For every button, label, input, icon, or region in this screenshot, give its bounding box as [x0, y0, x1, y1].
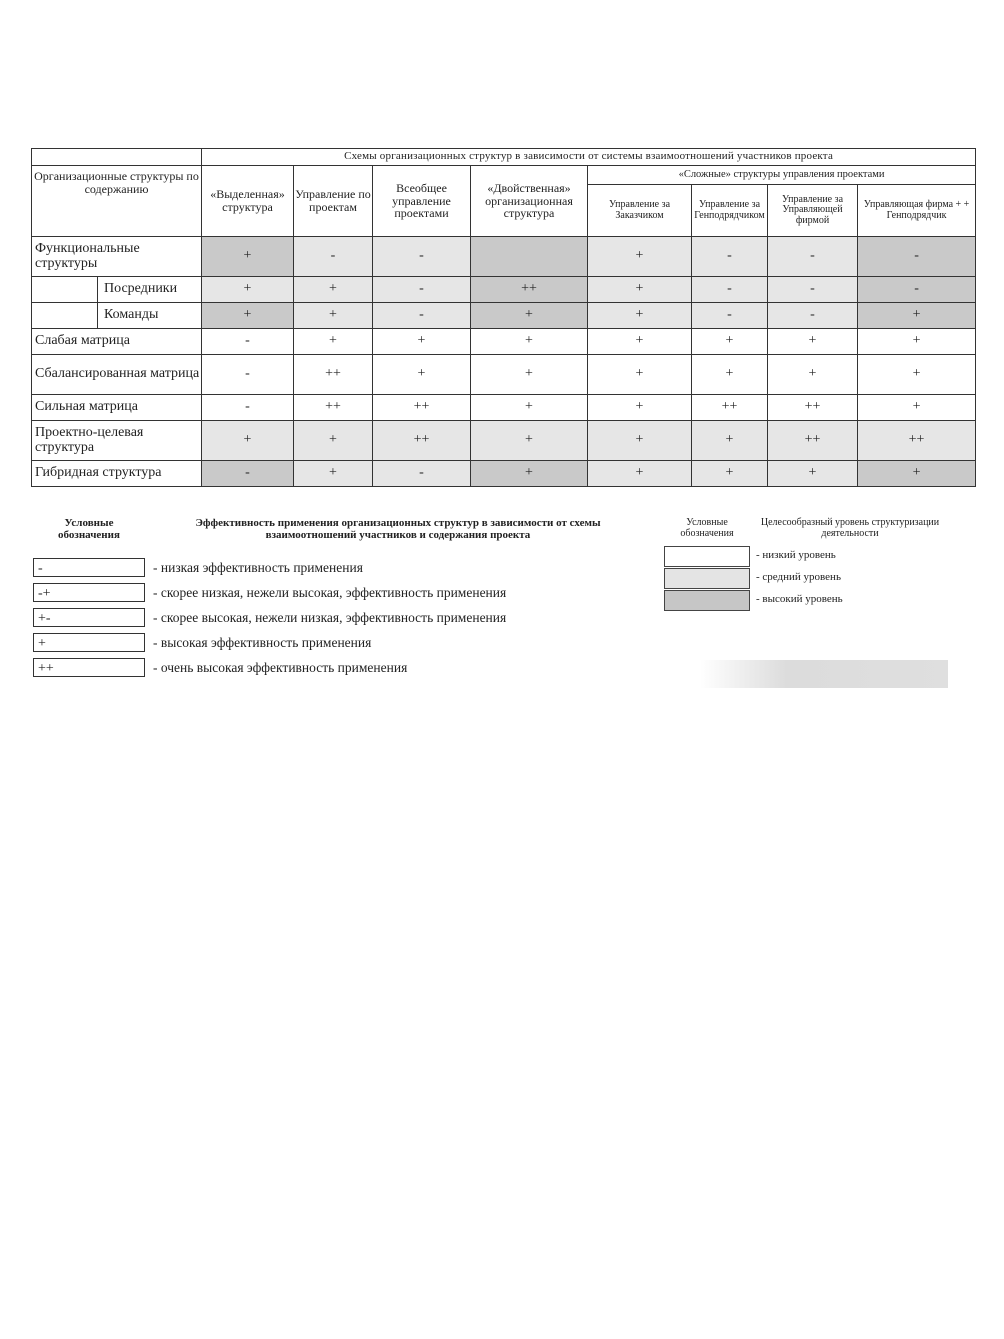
legend-text: - низкая эффективность применения	[153, 560, 363, 575]
legend-row	[33, 583, 645, 604]
table-top-header: Схемы организационных структур в зависимости от системы взаимоотношений участников проекта	[202, 149, 976, 166]
row-label: Сбалансированная матрица	[32, 355, 202, 395]
table-row	[32, 395, 976, 421]
legend-row	[33, 608, 645, 629]
level-legend-title-left: Условные обозначения	[680, 517, 734, 539]
effectiveness-cell: +	[588, 461, 692, 487]
effectiveness-cell: +	[588, 329, 692, 355]
structures-table	[31, 148, 976, 487]
effectiveness-cell: -	[858, 237, 976, 277]
level-legend-title-right: Целесообразный уровень структуризации деятельности	[760, 517, 940, 539]
effectiveness-cell: +	[692, 355, 768, 395]
effectiveness-cell: +	[692, 461, 768, 487]
effectiveness-cell: +	[471, 303, 588, 329]
level-text: - высокий уровень	[756, 593, 843, 605]
level-swatch	[664, 590, 750, 611]
level-swatch	[664, 546, 750, 567]
effectiveness-cell: -	[373, 461, 471, 487]
effectiveness-cell: ++	[294, 395, 373, 421]
effectiveness-cell: +	[692, 329, 768, 355]
effectiveness-cell: +	[373, 329, 471, 355]
effectiveness-cell: +	[294, 277, 373, 303]
complex-column-header: Управление за Управляющей фирмой	[768, 185, 858, 237]
scan-smudge	[700, 660, 948, 688]
effectiveness-cell: -	[294, 237, 373, 277]
effectiveness-cell: +	[588, 277, 692, 303]
row-indent-cell	[32, 277, 98, 303]
effectiveness-cell: -	[692, 237, 768, 277]
table-row	[32, 329, 976, 355]
legend-symbol: +-	[33, 608, 145, 627]
table-row	[32, 303, 976, 329]
effectiveness-cell: +	[768, 355, 858, 395]
row-label: Команды	[98, 303, 202, 329]
complex-column-header: Управление за Генподрядчиком	[692, 185, 768, 237]
effectiveness-cell: +	[588, 421, 692, 461]
corner-top-cell	[32, 149, 202, 166]
effectiveness-cell: -	[373, 237, 471, 277]
legend-row	[33, 658, 645, 679]
complex-structures-header: «Сложные» структуры управления проектами	[588, 166, 976, 185]
row-label: Сильная матрица	[32, 395, 202, 421]
effectiveness-cell: -	[202, 461, 294, 487]
effectiveness-cell: +	[294, 303, 373, 329]
effectiveness-cell: +	[294, 421, 373, 461]
effectiveness-cell: +	[692, 421, 768, 461]
effectiveness-cell: +	[768, 461, 858, 487]
effectiveness-cell: +	[858, 461, 976, 487]
effectiveness-cell: -	[768, 303, 858, 329]
effectiveness-cell: ++	[294, 355, 373, 395]
level-swatch	[664, 568, 750, 589]
effectiveness-cell: -	[858, 277, 976, 303]
effectiveness-cell: ++	[471, 277, 588, 303]
effectiveness-cell: -	[202, 355, 294, 395]
column-header: «Выделенная» структура	[202, 166, 294, 237]
effectiveness-cell: +	[858, 329, 976, 355]
effectiveness-cell: +	[471, 329, 588, 355]
legend-text: - скорее высокая, нежели низкая, эффективность применения	[153, 610, 507, 625]
legend-title-left: Условные обозначения	[58, 517, 120, 541]
legend-symbol: +	[33, 633, 145, 652]
effectiveness-cell: +	[588, 303, 692, 329]
effectiveness-cell: +	[768, 329, 858, 355]
effectiveness-cell: +	[471, 355, 588, 395]
effectiveness-cell: ++	[768, 421, 858, 461]
legend-row	[33, 633, 645, 654]
row-label: Слабая матрица	[32, 329, 202, 355]
effectiveness-cell: +	[294, 329, 373, 355]
effectiveness-cell: +	[471, 421, 588, 461]
row-label: Посредники	[98, 277, 202, 303]
effectiveness-cell: +	[588, 237, 692, 277]
legend-row	[33, 558, 645, 579]
effectiveness-cell: -	[202, 329, 294, 355]
effectiveness-cell: +	[471, 461, 588, 487]
effectiveness-cell: +	[858, 355, 976, 395]
table-row	[32, 237, 976, 277]
effectiveness-cell: -	[768, 237, 858, 277]
level-text: - средний уровень	[756, 571, 841, 583]
complex-column-header: Управление за Заказчиком	[588, 185, 692, 237]
column-header: «Двойственная» организационная структура	[471, 166, 588, 237]
effectiveness-cell: +	[294, 461, 373, 487]
effectiveness-cell: +	[588, 395, 692, 421]
effectiveness-cell: ++	[373, 421, 471, 461]
level-legend-row	[664, 568, 954, 590]
table-row	[32, 355, 976, 395]
effectiveness-cell: -	[768, 277, 858, 303]
effectiveness-cell: -	[373, 277, 471, 303]
effectiveness-cell: ++	[858, 421, 976, 461]
legend-text: - очень высокая эффективность применения	[153, 660, 408, 675]
effectiveness-cell: +	[588, 355, 692, 395]
table-row	[32, 421, 976, 461]
effectiveness-cell	[471, 237, 588, 277]
legend-text: - высокая эффективность применения	[153, 635, 372, 650]
row-indent-cell	[32, 303, 98, 329]
table-body	[32, 237, 976, 487]
effectiveness-cell: ++	[373, 395, 471, 421]
row-label: Гибридная структура	[32, 461, 202, 487]
table-row	[32, 277, 976, 303]
effectiveness-cell: -	[692, 277, 768, 303]
effectiveness-cell: -	[692, 303, 768, 329]
row-label: Функциональные структуры	[32, 237, 202, 277]
effectiveness-cell: +	[202, 237, 294, 277]
complex-column-header: Управляющая фирма + + Генподрядчик	[858, 185, 976, 237]
effectiveness-cell: -	[202, 395, 294, 421]
effectiveness-cell: ++	[692, 395, 768, 421]
effectiveness-cell: -	[373, 303, 471, 329]
effectiveness-cell: +	[471, 395, 588, 421]
effectiveness-cell: +	[858, 303, 976, 329]
table-row	[32, 461, 976, 487]
effectiveness-cell: +	[202, 277, 294, 303]
legend-symbol: ++	[33, 658, 145, 677]
level-legend-row	[664, 590, 954, 612]
level-text: - низкий уровень	[756, 549, 836, 561]
legend-symbol: -	[33, 558, 145, 577]
column-header: Управление по проектам	[294, 166, 373, 237]
row-label: Проектно-целевая структура	[32, 421, 202, 461]
effectiveness-cell: +	[202, 303, 294, 329]
effectiveness-cell: +	[858, 395, 976, 421]
legend-symbol: -+	[33, 583, 145, 602]
legend-title-right: Эффективность применения организационных структур в зависимости от схемы взаимоотношений участников и содержания проекта	[195, 517, 601, 541]
corner-header: Организационные структуры по содержанию	[32, 166, 202, 237]
effectiveness-cell: +	[373, 355, 471, 395]
effectiveness-cell: ++	[768, 395, 858, 421]
level-legend-row	[664, 546, 954, 568]
effectiveness-cell: +	[202, 421, 294, 461]
legend-text: - скорее низкая, нежели высокая, эффективность применения	[153, 585, 507, 600]
column-header: Всеобщее управление проектами	[373, 166, 471, 237]
